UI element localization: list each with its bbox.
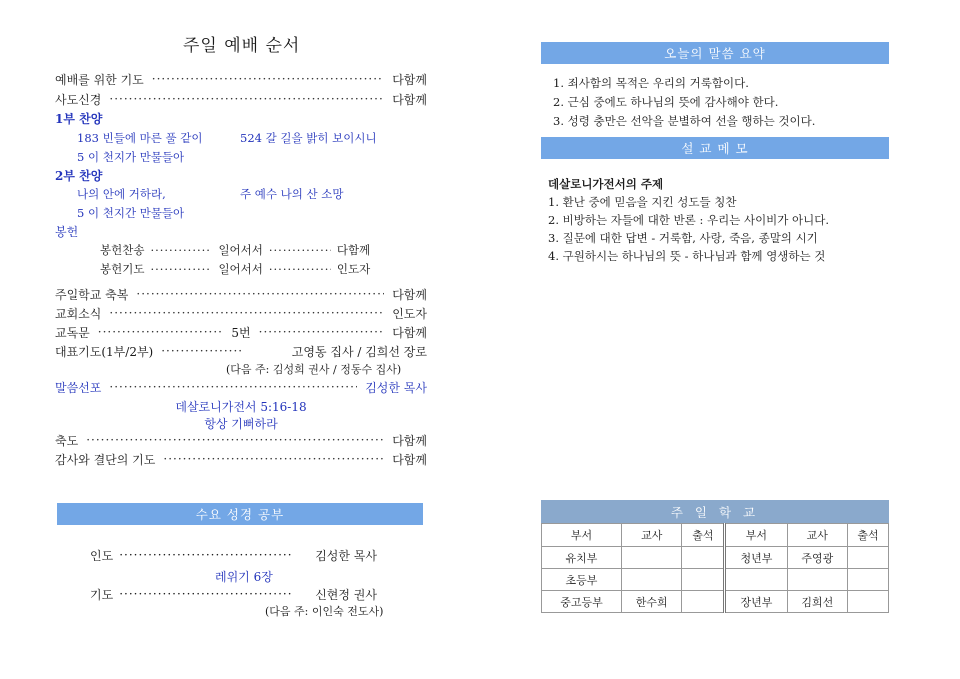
- memo-item: 1. 환난 중에 믿음을 지킨 성도들 칭찬: [548, 195, 737, 209]
- order-row: 예배를 위한 기도 ····· 다함께: [55, 70, 427, 88]
- table-row: 중고등부 한수희 장년부 김희선: [542, 591, 889, 613]
- table-row: 유치부 청년부 주영광: [542, 547, 889, 569]
- sermon-row: 말씀선포 ····· 김성한 목사: [55, 378, 427, 396]
- memo-item: 3. 질문에 대한 답변 - 거룩함, 사랑, 죽음, 종말의 시기: [548, 231, 818, 245]
- offering-row: 봉헌기도 ····· 일어서서 ····· 인도자: [100, 260, 370, 278]
- hymn1-label: 1부 찬양: [55, 112, 103, 126]
- page-title: 주일 예배 순서: [183, 36, 301, 56]
- order-row: 주일학교 축복 ····· 다함께: [55, 285, 427, 303]
- offering-label: 봉헌: [55, 225, 79, 239]
- order-row: 사도신경 ····· 다함께: [55, 90, 427, 108]
- hymn1-song-b: 524 갈 길을 밝히 보이시니: [240, 131, 377, 145]
- wednesday-next-note: (다음 주: 이인숙 전도사): [265, 605, 384, 618]
- hymn2-song-a: 나의 안에 거하라,: [77, 187, 166, 201]
- offering-row: 봉헌찬송 ····· 일어서서 ····· 다함께: [100, 241, 370, 259]
- hymn2-song-b: 주 예수 나의 산 소망: [240, 187, 344, 201]
- hymn1-song-a: 183 빈들에 마른 풀 같이: [77, 131, 203, 145]
- order-row: 교회소식 ····· 인도자: [55, 304, 427, 322]
- memo-item: 4. 구원하시는 하나님의 뜻 - 하나님과 함께 영생하는 것: [548, 249, 826, 263]
- order-row: 교독문 ····· 5번 ····· 다함께: [55, 323, 427, 341]
- order-row: 감사와 결단의 기도 ····· 다함께: [55, 450, 427, 468]
- next-prayer-note: (다음 주: 김성희 권사 / 정동수 집사): [226, 363, 402, 376]
- wednesday-lead-row: 인도 ····· 김성한 목사: [90, 546, 377, 564]
- summary-item: 1. 죄사함의 목적은 우리의 거룩함이다.: [553, 76, 749, 90]
- wednesday-book: 레위기 6장: [215, 570, 273, 584]
- memo-bar: 설 교 메 모: [541, 137, 889, 159]
- order-row: 대표기도(1부/2부) ····· 고영동 집사 / 김희선 장로: [55, 342, 427, 360]
- table-header-row: 부서 교사 출석 부서 교사 출석: [542, 524, 889, 547]
- summary-bar: 오늘의 말씀 요약: [541, 42, 889, 64]
- table-row: 초등부: [542, 569, 889, 591]
- scripture: 데살로니가전서 5:16-18: [175, 400, 307, 414]
- summary-item: 3. 성령 충만은 선악을 분별하여 선을 행하는 것이다.: [553, 114, 816, 128]
- sermon-title: 항상 기뻐하라: [204, 417, 278, 431]
- wednesday-prayer-row: 기도 ····· 신현정 권사: [90, 585, 377, 603]
- memo-title: 데살로니가전서의 주제: [548, 177, 664, 191]
- hymn2-label: 2부 찬양: [55, 169, 103, 183]
- wednesday-bar: 수요 성경 공부: [57, 503, 423, 525]
- sunday-school-table: [541, 523, 889, 613]
- order-row: 축도 ····· 다함께: [55, 431, 427, 449]
- memo-item: 2. 비방하는 자들에 대한 반론 : 우리는 사이비가 아니다.: [548, 213, 830, 227]
- summary-item: 2. 근심 중에도 하나님의 뜻에 감사해야 한다.: [553, 95, 779, 109]
- sunday-school-title: 주 일 학 교: [541, 500, 889, 523]
- hymn2-song-c: 5 이 천지간 만물들아: [77, 206, 185, 220]
- hymn1-song-c: 5 이 천지가 만물들아: [77, 150, 185, 164]
